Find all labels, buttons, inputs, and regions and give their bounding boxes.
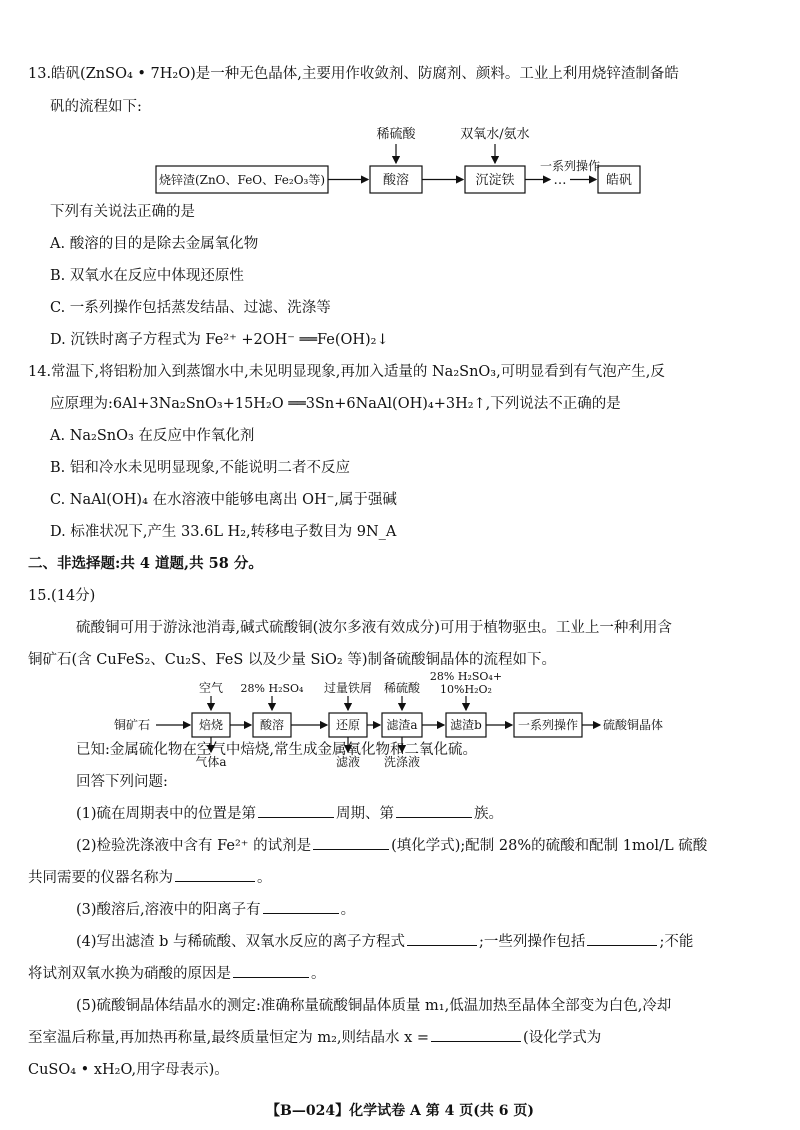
q15-box-residue-a-label: 滤渣a [386,718,418,732]
q15-part4-text-c: ;不能 [659,934,694,950]
q15-blank-water-x[interactable] [431,1027,521,1042]
q15-part1 [76,803,503,825]
q14-option-d: D. 标准状况下,产生 33.6L H₂,转移电子数目为 9N_A [50,524,397,540]
q13-flowchart [150,120,650,200]
q15-input-h2so4: 28% H₂SO₄ [240,682,304,695]
section-2-title: 二、非选择题:共 4 道题,共 58 分。 [28,555,263,572]
q15-part4-line2 [28,963,326,985]
q13-option-d: D. 沉铁时离子方程式为 Fe²⁺ +2OH⁻ ══Fe(OH)₂↓ [50,332,389,348]
q15-intro-line2: 铜矿石(含 CuFeS₂、Cu₂S、FeS 以及少量 SiO₂ 等)制备硫酸铜晶体的流程如下。 [28,652,557,668]
q15-input-iron: 过量铁屑 [323,681,373,695]
q13-option-b: B. 双氧水在反应中体现还原性 [50,268,244,284]
q15-part4-text-a: (4)写出滤渣 b 与稀硫酸、双氧水反应的离子方程式 [76,934,406,950]
q15-output-gas: 气体a [195,755,227,769]
q13-box-iron-label: 沉淀铁 [475,173,515,188]
q15-header: 15.(14分) [28,588,96,604]
q15-input-mix-line1: 28% H₂SO₄+ [429,672,503,683]
q15-part3-text-b: 。 [340,902,356,918]
q15-part5-text-c: (设化学式为 [523,1030,602,1046]
q15-part5-line2 [28,1027,601,1049]
q13-option-c: C. 一系列操作包括蒸发结晶、过滤、洗涤等 [50,300,331,316]
q15-part1-text-c: 族。 [474,806,504,822]
q15-part5-text-b: 至室温后称量,再加热再称量,最终质量恒定为 m₂,则结晶水 x = [28,1030,430,1046]
q15-intro-line1: 硫酸铜可用于游泳池消毒,碱式硫酸铜(波尔多液有效成分)可用于植物驱虫。工业上一种利用含 [76,620,672,636]
q13-box-end-label: 皓矾 [605,173,633,188]
q13-op-label: 一系列操作 [539,159,601,173]
q15-end-label: 硫酸铜晶体 [603,718,664,732]
q15-part5-line3: CuSO₄ • xH₂O,用字母表示)。 [28,1062,229,1078]
q13-stem-line2: 矾的流程如下: [50,99,142,115]
q15-input-dilute-acid: 稀硫酸 [383,681,421,695]
q15-blank-group[interactable] [396,803,472,818]
q15-output-wash: 洗涤液 [383,755,421,769]
q15-part3 [76,899,355,921]
q15-part1-text-a: (1)硫在周期表中的位置是第 [76,806,257,822]
q15-blank-reagent[interactable] [313,835,389,850]
q15-blank-period[interactable] [258,803,334,818]
q13-box-acid-label: 酸溶 [382,173,410,188]
q14-option-b: B. 铝和冷水未见明显现象,不能说明二者不反应 [50,460,350,476]
q15-blank-ionic-equation[interactable] [407,931,477,946]
q15-blank-instrument[interactable] [175,867,255,882]
q14-stem-line1: 14.常温下,将铝粉加入到蒸馏水中,未见明显现象,再加入适量的 Na₂SnO₃,可明显看到有气泡产生,反 [28,364,665,380]
q15-answer-prompt: 回答下列问题: [76,774,168,790]
q14-option-a: A. Na₂SnO₃ 在反应中作氧化剂 [50,428,255,444]
q13-input-iron: 双氧水/氨水 [460,127,530,142]
q15-part2-text-b: (填化学式);配制 28%的硫酸和配制 1mol/L 硫酸 [391,838,708,854]
q15-input-air: 空气 [198,681,224,695]
q13-option-a: A. 酸溶的目的是除去金属氧化物 [50,236,259,252]
q15-part3-text-a: (3)酸溶后,溶液中的阳离子有 [76,902,261,918]
q15-part4-line1 [76,931,693,953]
q13-box-start-label: 烧锌渣(ZnO、FeO、Fe₂O₃等) [158,173,326,187]
q15-part2-line2 [28,867,272,889]
q15-box-reduce-label: 还原 [335,718,361,732]
q15-part5-line1: (5)硫酸铜晶体结晶水的测定:准确称量硫酸铜晶体质量 m₁,低温加热至晶体全部变为白色,冷却 [76,998,672,1014]
page-footer: 【B—024】化学试卷 A 第 4 页(共 6 页) [266,1103,534,1119]
q15-blank-operations[interactable] [587,931,657,946]
q15-known: 已知:金属硫化物在空气中焙烧,常生成金属氧化物和二氧化硫。 [76,742,477,758]
q15-start-label: 铜矿石 [113,718,151,732]
q15-part4-text-d: 将试剂双氧水换为硝酸的原因是 [28,966,231,982]
q13-question: 下列有关说法正确的是 [50,204,195,220]
q15-part4-text-e: 。 [311,966,326,982]
q15-box-residue-b-label: 滤渣b [450,718,482,732]
q15-part4-text-b: ;一些列操作包括 [479,934,586,950]
q13-stem-line1: 13.皓矾(ZnSO₄ • 7H₂O)是一种无色晶体,主要用作收敛剂、防腐剂、颜料。工业上利用烧锌渣制备皓 [28,66,679,82]
q15-part2-text-d: 。 [257,870,272,886]
q13-input-acid: 稀硫酸 [376,127,416,142]
q15-part1-text-b: 周期、第 [336,806,395,822]
q15-input-mix-line2: 10%H₂O₂ [440,683,492,696]
q13-dots: … [553,173,567,188]
q15-box-acid-label: 酸溶 [259,718,285,732]
q14-option-c: C. NaAl(OH)₄ 在水溶液中能够电离出 OH⁻,属于强碱 [50,492,397,508]
q15-blank-reason[interactable] [233,963,309,978]
q15-output-filtrate: 滤液 [335,755,361,769]
q15-box-roast-label: 焙烧 [198,718,224,732]
q15-blank-cations[interactable] [263,899,339,914]
q15-part2-text-c: 共同需要的仪器名称为 [28,870,173,886]
q15-part2-text-a: (2)检验洗涤液中含有 Fe²⁺ 的试剂是 [76,838,312,854]
q15-part2-line1 [76,835,707,857]
q14-stem-line2: 应原理为:6Al+3Na₂SnO₃+15H₂O ══3Sn+6NaAl(OH)₄+3H₂↑,下列说法不正确的是 [50,396,621,412]
q15-box-operations-label: 一系列操作 [517,718,579,732]
